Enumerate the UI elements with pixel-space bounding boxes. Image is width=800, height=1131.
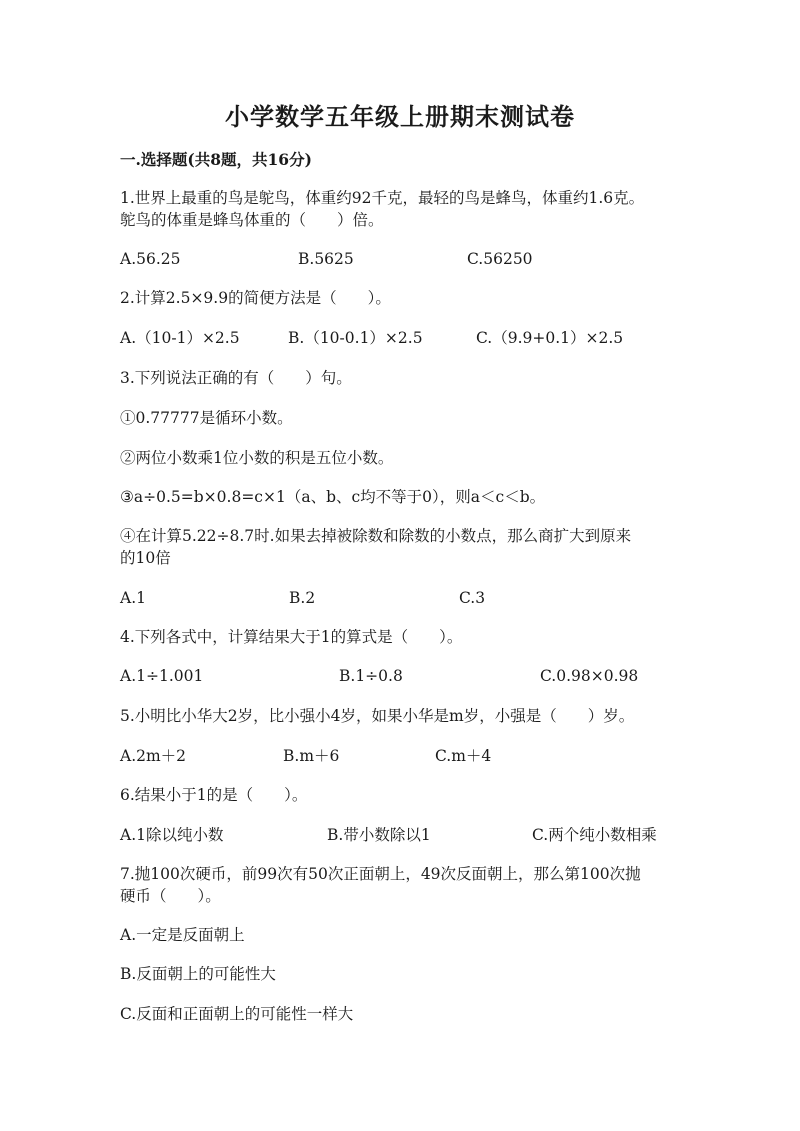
question-5-option-a: A.2m＋2: [120, 747, 187, 765]
question-6-text: 6.结果小于1的是（ ）。: [120, 786, 308, 804]
question-2-option-a: A.（10-1）×2.5: [120, 329, 240, 347]
question-3-statement-1: ①0.77777是循环小数。: [120, 409, 293, 427]
question-7-option-a: A.一定是反面朝上: [120, 926, 245, 944]
question-1-option-b: B.5625: [298, 250, 354, 268]
question-3-text: 3.下列说法正确的有（ ）句。: [120, 369, 352, 387]
question-4-text: 4.下列各式中，计算结果大于1的算式是（ ）。: [120, 628, 463, 646]
question-2-text: 2.计算2.5×9.9的简便方法是（ ）。: [120, 289, 391, 307]
question-1-option-a: A.56.25: [120, 250, 181, 268]
question-4-option-a: A.1÷1.001: [120, 667, 204, 685]
question-7-option-b: B.反面朝上的可能性大: [120, 965, 276, 983]
question-3-statement-4-cont: 的10倍: [120, 549, 171, 567]
section-heading: 一.选择题(共8题，共16分): [120, 150, 312, 169]
question-6-option-a: A.1除以纯小数: [120, 826, 224, 844]
page-title: 小学数学五年级上册期末测试卷: [225, 102, 575, 131]
question-6-option-b: B.带小数除以1: [327, 826, 431, 844]
question-1-option-c: C.56250: [467, 250, 533, 268]
question-4-option-c: C.0.98×0.98: [540, 667, 639, 685]
question-5-option-b: B.m＋6: [283, 747, 340, 765]
question-7-text: 7.抛100次硬币，前99次有50次正面朝上，49次反面朝上，那么第100次抛: [120, 865, 641, 883]
question-3-option-b: B.2: [289, 589, 316, 607]
question-3-statement-3: ③a÷0.5=b×0.8=c×1（a、b、c均不等于0），则a＜c＜b。: [120, 488, 546, 506]
question-3-statement-4: ④在计算5.22÷8.7时.如果去掉被除数和除数的小数点，那么商扩大到原来: [120, 527, 632, 545]
question-1-text-cont: 鸵鸟的体重是蜂鸟体重的（ ）倍。: [120, 211, 384, 229]
question-6-option-c: C.两个纯小数相乘: [532, 826, 657, 844]
question-2-option-c: C.（9.9+0.1）×2.5: [476, 329, 624, 347]
question-7-option-c: C.反面和正面朝上的可能性一样大: [120, 1005, 354, 1023]
question-2-option-b: B.（10-0.1）×2.5: [288, 329, 423, 347]
question-5-text: 5.小明比小华大2岁，比小强小4岁，如果小华是m岁，小强是（ ）岁。: [120, 707, 635, 725]
question-7-text-cont: 硬币（ ）。: [120, 887, 221, 905]
question-5-option-c: C.m＋4: [435, 747, 492, 765]
question-3-option-a: A.1: [120, 589, 146, 607]
question-1-text: 1.世界上最重的鸟是鸵鸟，体重约92千克，最轻的鸟是蜂鸟，体重约1.6克。: [120, 189, 645, 207]
question-3-option-c: C.3: [459, 589, 486, 607]
question-3-statement-2: ②两位小数乘1位小数的积是五位小数。: [120, 449, 394, 467]
question-4-option-b: B.1÷0.8: [339, 667, 403, 685]
